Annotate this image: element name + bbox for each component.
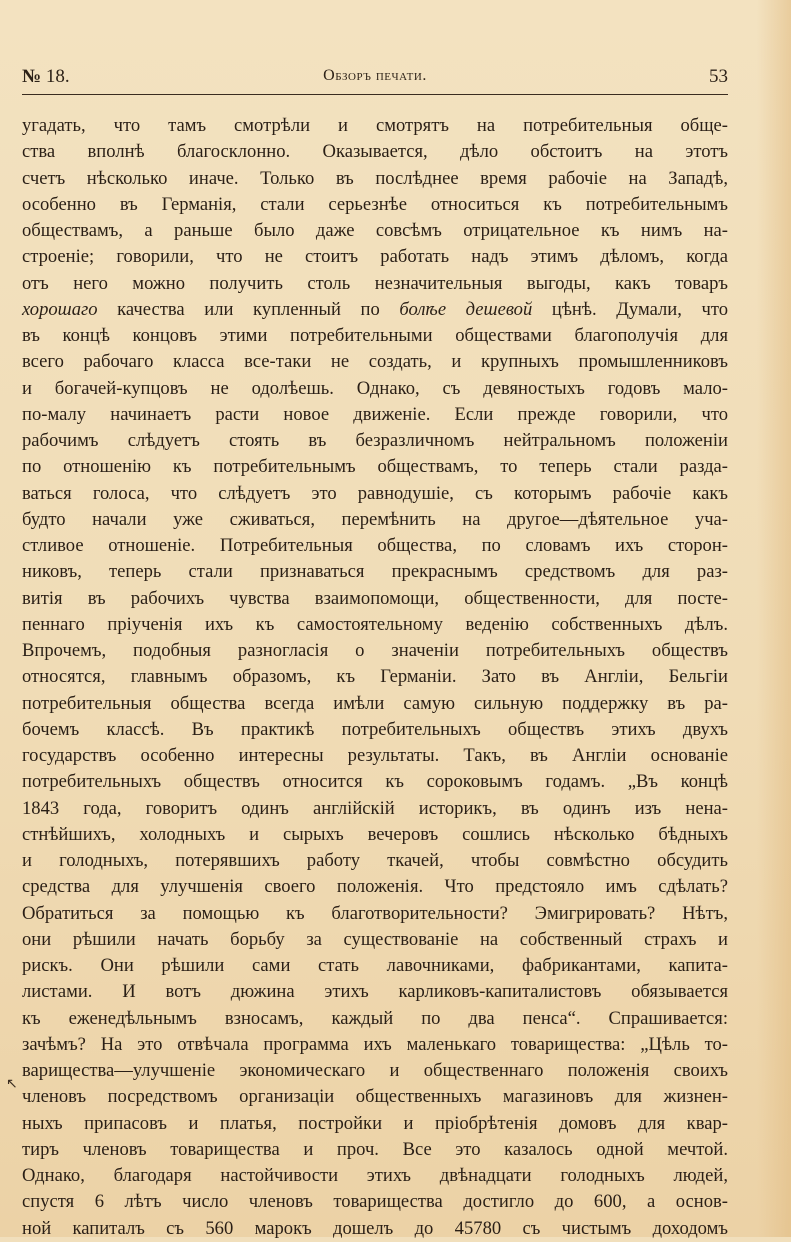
text-line: рабочимъ слѣдуетъ стоять въ безразличномъ нейтральномъ положеніи	[22, 430, 728, 451]
text-line: Обратиться за помощью къ благотворительности? Эмигрировать? Нѣтъ,	[22, 902, 728, 924]
text-line: отъ него можно получить столь незначительныя выгоды, какъ товаръ	[22, 272, 728, 294]
text-line: государствъ особенно интересны результаты. Такъ, въ Англіи основаніе	[22, 745, 728, 766]
text-line: тиръ членовъ товарищества и проч. Все это казалось одной мечтой.	[22, 1138, 728, 1160]
text-line: угадать, что тамъ смотрѣли и смотрятъ на потребительныя обще-	[22, 115, 728, 136]
text-line	[22, 297, 728, 323]
text-line: ной капиталъ съ 560 марокъ дошелъ до 45780 съ чистымъ доходомъ	[22, 1217, 728, 1239]
text-line: по отношенію къ потребительнымъ обществамъ, то теперь стали разда-	[22, 456, 728, 478]
text-line: обществамъ, а раньше было даже совсѣмъ отрицательное къ нимъ на-	[22, 220, 728, 241]
header-rule	[22, 94, 728, 95]
text-line: ства вполнѣ благосклонно. Оказывается, дѣло обстоитъ на этотъ	[22, 141, 728, 163]
margin-mark: ↖	[6, 1077, 18, 1092]
text-line: пеннаго пріученія ихъ къ самостоятельному веденію собственныхъ дѣлъ.	[22, 613, 728, 635]
text-line: относятся, главнымъ образомъ, къ Германіи. Зато въ Англіи, Бельгіи	[22, 666, 728, 688]
text-line: будто начали уже сживаться, перемѣнить на другое—дѣятельное уча-	[22, 508, 728, 530]
text-line: строеніе; говорили, что не стоитъ работать надъ этимъ дѣломъ, когда	[22, 246, 728, 268]
text-line: листами. И вотъ дюжина этихъ карликовъ-капиталистовъ обязывается	[22, 981, 728, 1003]
text-line: счетъ нѣсколько иначе. Только въ послѣднее время рабочіе на Западѣ,	[22, 167, 728, 189]
italic-emphasis: болѣе дешевой	[399, 298, 533, 320]
issue-number-value: 18.	[45, 66, 70, 87]
text-line: стнѣйшихъ, холодныхъ и сырыхъ вечеровъ сошлись нѣсколько бѣдныхъ	[22, 823, 728, 845]
body-text	[22, 113, 728, 1242]
text-line: и богачей-купцовъ не одолѣешь. Однако, съ девяностыхъ годовъ мало-	[22, 377, 728, 399]
text-line: къ еженедѣльнымъ взносамъ, каждый по два пенса“. Спрашивается:	[22, 1007, 728, 1029]
text-line: 1843 года, говоритъ одинъ англійскій историкъ, въ одинъ изъ нена-	[22, 797, 728, 819]
text-line: и голодныхъ, потерявшихъ работу ткачей, чтобы совмѣстно обсудить	[22, 850, 728, 871]
italic-emphasis: хорошаго	[22, 298, 98, 320]
text-line: зачѣмъ? На это отвѣчала программа ихъ маленькаго товарищества: „Цѣль то-	[22, 1033, 728, 1055]
text-line: спустя 6 лѣтъ число членовъ товарищества достигло до 600, а основ-	[22, 1191, 728, 1213]
text-line: особенно въ Германія, стали серьезнѣе относиться къ потребительнымъ	[22, 193, 728, 215]
text-line: варищества—улучшеніе экономическаго и общественнаго положенія своихъ	[22, 1060, 728, 1081]
text-line: рискъ. Они рѣшили сами стать лавочниками, фабрикантами, капита-	[22, 955, 728, 976]
text-line: членовъ посредствомъ организаціи общественныхъ магазиновъ для жизнен-	[22, 1086, 728, 1108]
text-line: всего рабочаго класса все-таки не создать, и крупныхъ промышленниковъ	[22, 351, 728, 373]
text-segment: качества или купленный по	[97, 298, 400, 320]
page-number: 53	[709, 66, 728, 87]
text-line: никовъ, теперь стали признаваться прекраснымъ средствомъ для раз-	[22, 561, 728, 583]
text-segment: цѣнѣ. Думали, что	[532, 298, 729, 320]
text-line: Однако, благодаря настойчивости этихъ двѣнадцати голодныхъ людей,	[22, 1165, 728, 1186]
text-line: потребительныя общества всегда имѣли самую сильную поддержку въ ра-	[22, 692, 728, 714]
text-line: витія въ рабочихъ чувства взаимопомощи, общественности, для посте-	[22, 587, 728, 609]
text-line: ваться голоса, что слѣдуетъ это равнодушіе, съ которымъ рабочіе какъ	[22, 482, 728, 504]
running-head	[22, 66, 728, 92]
text-line: стливое отношеніе. Потребительныя общества, по словамъ ихъ сторон-	[22, 535, 728, 556]
text-line: потребительныхъ обществъ относится къ сороковымъ годамъ. „Въ концѣ	[22, 771, 728, 793]
issue-symbol: №	[22, 66, 42, 87]
text-line: Впрочемъ, подобныя разногласія о значеніи потребительныхъ обществъ	[22, 640, 728, 661]
section-title: Обзоръ печати.	[323, 67, 427, 84]
text-line: по-малу начинаетъ расти новое движеніе. Если прежде говорили, что	[22, 403, 728, 425]
text-line: ныхъ припасовъ и платья, постройки и пріобрѣтенія домовъ для квар-	[22, 1112, 728, 1134]
text-line: въ концѣ концовъ этими потребительными обществами благополучія для	[22, 325, 728, 346]
text-line: средства для улучшенія своего положенія. Что предстояло имъ сдѣлать?	[22, 876, 728, 898]
text-line: они рѣшили начать борьбу за существованіе на собственный страхъ и	[22, 928, 728, 950]
text-line: бочемъ классѣ. Въ практикѣ потребительныхъ обществъ этихъ двухъ	[22, 718, 728, 740]
